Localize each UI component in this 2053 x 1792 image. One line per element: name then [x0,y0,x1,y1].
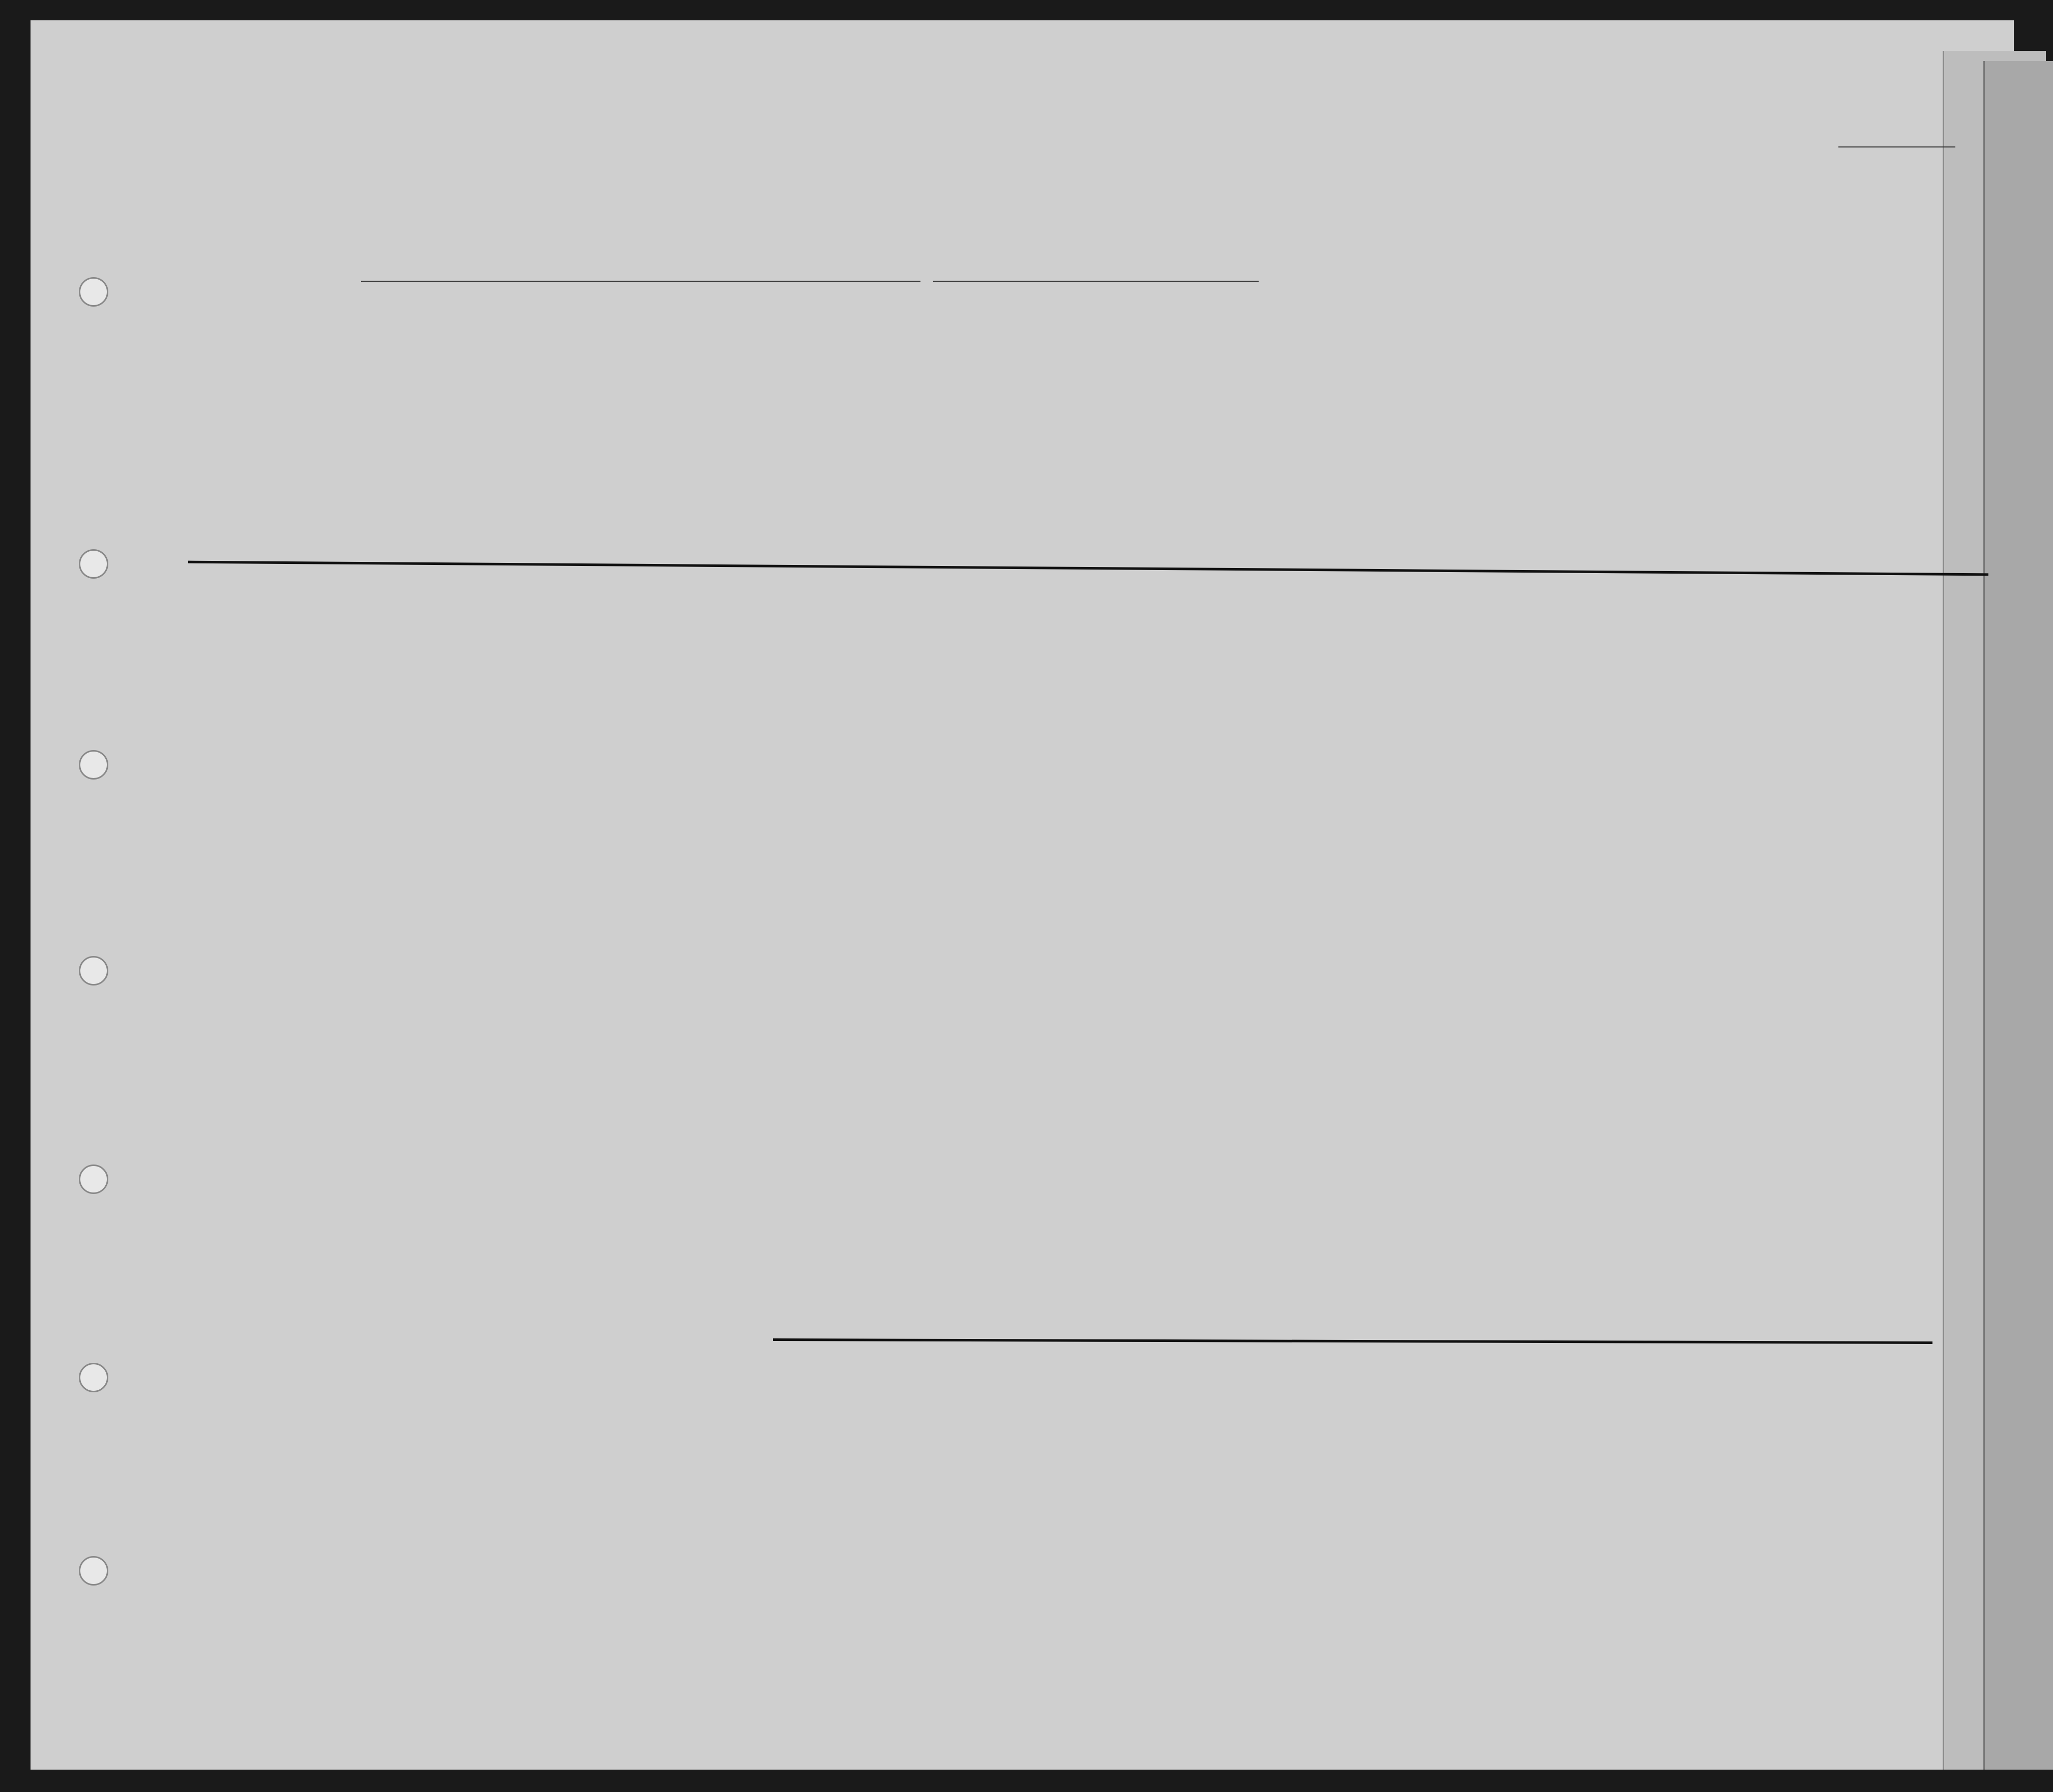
binder-hole-icon [79,549,108,579]
date-line [933,281,1259,282]
page-edge-back [1983,61,2053,1770]
binder-hole-icon [79,1363,108,1392]
strike-row-2 [188,561,1988,576]
binder-hole-icon [79,1164,108,1194]
binder-hole-icon [79,750,108,780]
port-line [361,281,920,282]
binder-hole-icon [79,277,108,307]
list-line [1838,146,1955,147]
manifest-sheet [31,20,2014,1770]
binder-hole-icon [79,1556,108,1586]
strike-row-23 [773,1338,1932,1344]
binder-hole-icon [79,956,108,985]
